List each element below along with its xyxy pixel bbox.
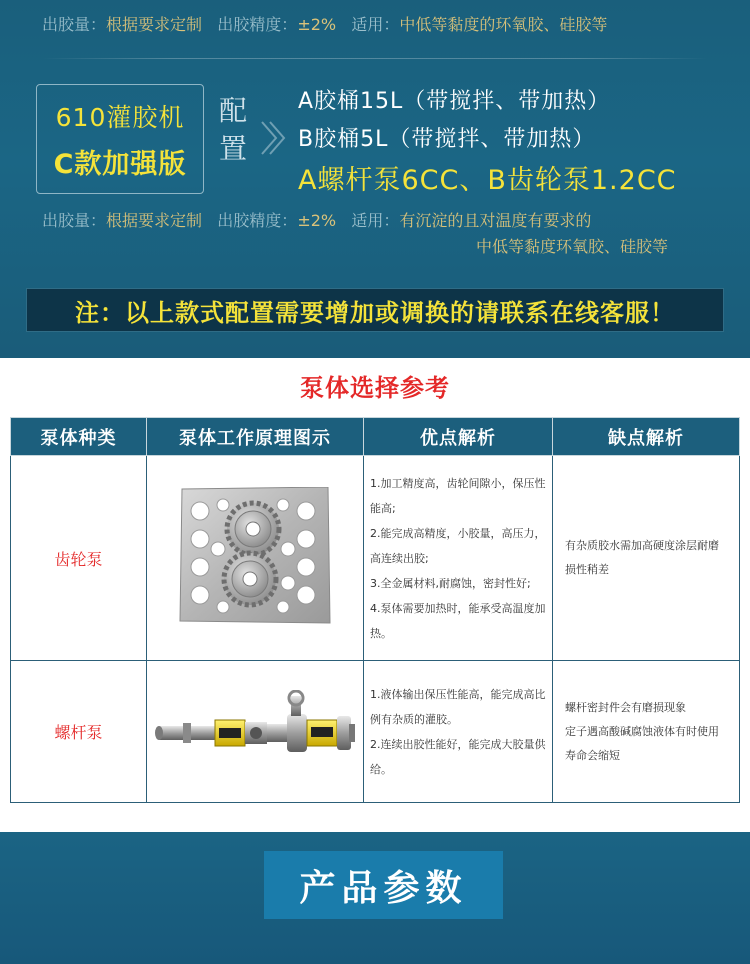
spec-line-bottom-cont: 中低等黏度环氧胶、硅胶等 <box>476 237 669 256</box>
advantages-text: 1.液体输出保压性能高，能完成高比例有杂质的灌胶。 2.连续出胶性能好，能完成大胶量供给。 <box>364 661 553 803</box>
chevron-right-icon <box>258 116 288 160</box>
config-item-a-tank: A胶桶15L（带搅拌、带加热） <box>298 89 611 114</box>
config-item-b-tank: B胶桶5L（带搅拌、带加热） <box>298 127 596 152</box>
gear-pump-illustration <box>178 487 333 625</box>
section-title: 泵体选择参考 <box>300 374 450 402</box>
params-title: 产品参数 <box>264 851 503 919</box>
model-edition: C款加强版 <box>53 148 187 180</box>
config-banner <box>0 0 750 358</box>
col-header-disadvantages: 缺点解析 <box>553 418 740 456</box>
pump-table <box>10 417 740 803</box>
gear-pump-image <box>147 456 364 661</box>
advantages-text: 1.加工精度高，齿轮间隙小，保压性能高; 2.能完成高精度，小胶量，高压力，高连续出胶; 3.全金属材料,耐腐蚀，密封性好; 4.泵体需要加热时，能承受高温度加热。 <box>364 456 553 661</box>
screw-pump-illustration <box>153 690 358 770</box>
divider <box>42 58 708 59</box>
table-row <box>11 456 740 661</box>
disadvantages-text: 螺杆密封件会有磨损现象 定子遇高酸碱腐蚀液体有时使用寿命会缩短 <box>553 661 740 803</box>
col-header-type: 泵体种类 <box>11 418 147 456</box>
config-item-pumps: A螺杆泵6CC、B齿轮泵1.2CC <box>298 165 677 196</box>
spec-line-top: 出胶量：根据要求定制 出胶精度：±2% 适用：中低等黏度的环氧胶、硅胶等 <box>42 15 608 34</box>
spec-line-bottom: 出胶量：根据要求定制 出胶精度：±2% 适用：有沉淀的且对温度有要求的 <box>42 211 592 230</box>
col-header-advantages: 优点解析 <box>364 418 553 456</box>
pump-type: 螺杆泵 <box>11 661 147 803</box>
screw-pump-image <box>147 661 364 803</box>
pump-type: 齿轮泵 <box>11 456 147 661</box>
disadvantages-text: 有杂质胶水需加高硬度涂层耐磨损性稍差 <box>553 456 740 661</box>
col-header-diagram: 泵体工作原理图示 <box>147 418 364 456</box>
note-bar: 注：以上款式配置需要增加或调换的请联系在线客服！ <box>26 288 724 332</box>
config-label: 配置 <box>218 94 247 165</box>
model-name: 610灌胶机 <box>55 102 185 132</box>
table-header-row <box>11 418 740 456</box>
model-box <box>36 84 204 194</box>
table-row <box>11 661 740 803</box>
